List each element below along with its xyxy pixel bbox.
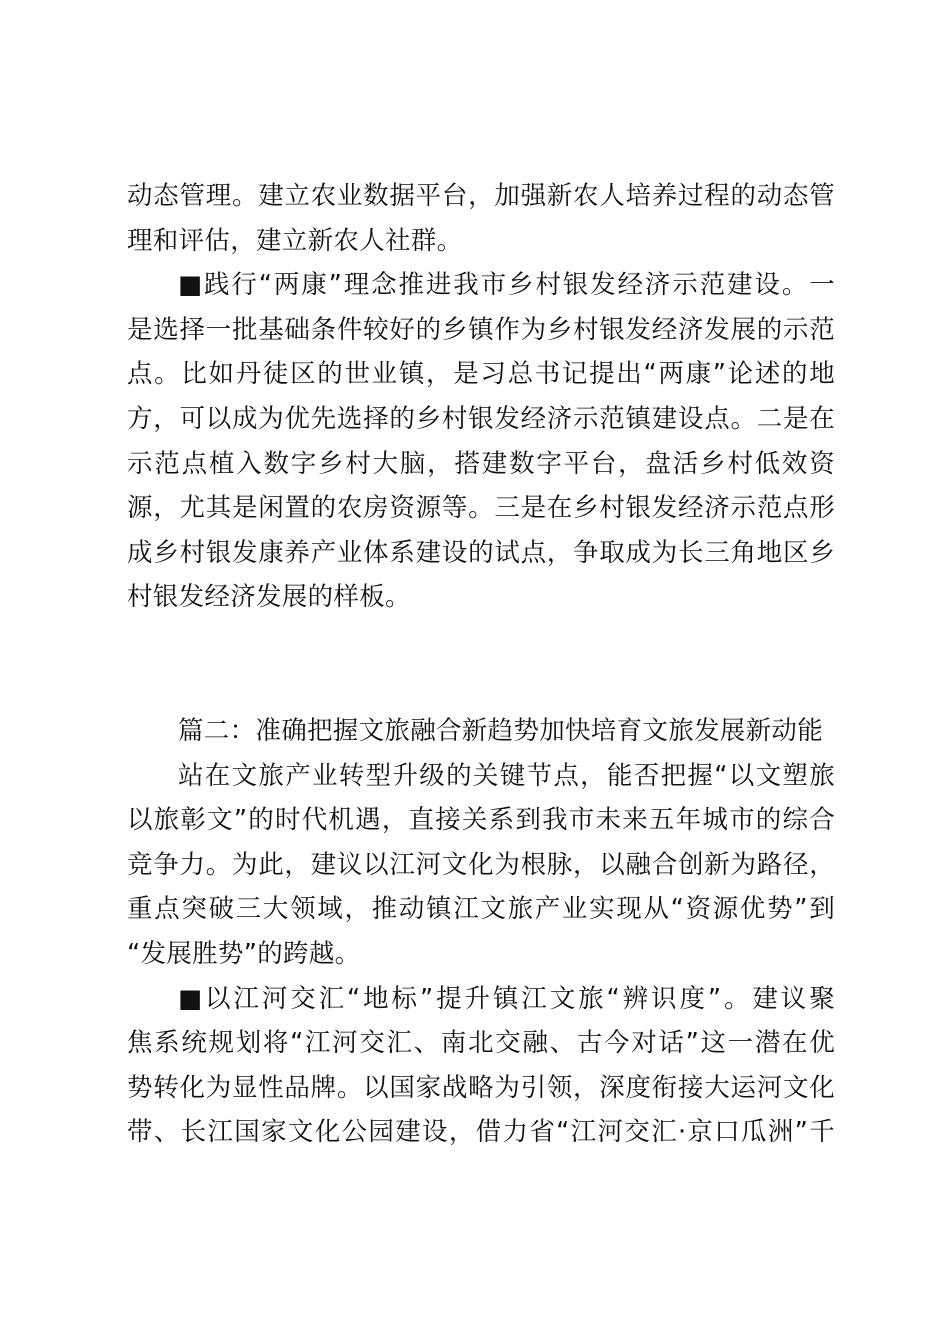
document-body <box>127 174 835 1155</box>
text-line: ■践行“两康”理念推进我市乡村银发经济示范建设。一 <box>178 270 835 301</box>
text-line: “发展胜势”的跨越。 <box>127 938 361 969</box>
paragraph-silver-economy <box>127 263 835 620</box>
text-line: 势转化为显性品牌。以国家战略为引领，深度衔接大运河文化 <box>127 1072 835 1103</box>
text-line: 带、长江国家文化公园建设，借力省“江河交汇·京口瓜洲”千 <box>127 1117 835 1148</box>
text-line: 是选择一批基础条件较好的乡镇作为乡村银发经济发展的示范 <box>127 314 835 345</box>
paragraph-cultural-tourism-intro <box>127 754 835 977</box>
paragraph-river-landmark <box>127 977 835 1155</box>
text-line: ■以江河交汇“地标”提升镇江文旅“辨识度”。建议聚 <box>178 983 835 1014</box>
text-line: 源，尤其是闲置的农房资源等。三是在乡村银发经济示范点形 <box>127 493 835 524</box>
text-line: 理和评估，建立新农人社群。 <box>127 225 463 256</box>
text-line: 点。比如丹徒区的世业镇，是习总书记提出“两康”论述的地 <box>127 359 835 390</box>
section-spacer <box>127 620 835 709</box>
text-line: 以旅彰文”的时代机遇，直接关系到我市未来五年城市的综合 <box>127 805 835 836</box>
paragraph-dynamic-management <box>127 174 835 263</box>
text-line: 动态管理。建立农业数据平台，加强新农人培养过程的动态管 <box>127 181 835 211</box>
text-line: 示范点植入数字乡村大脑，搭建数字平台，盘活乡村低效资 <box>127 448 835 479</box>
text-line: 方，可以成为优先选择的乡村银发经济示范镇建设点。二是在 <box>127 403 835 434</box>
text-line: 焦系统规划将“江河交汇、南北交融、古今对话”这一潜在优 <box>127 1028 835 1059</box>
section-title <box>127 709 835 754</box>
text-line: 竞争力。为此，建议以江河文化为根脉，以融合创新为路径， <box>127 849 835 880</box>
text-line: 站在文旅产业转型升级的关键节点，能否把握“以文塑旅 <box>178 760 835 791</box>
text-line: 重点突破三大领域，推动镇江文旅产业实现从“资源优势”到 <box>127 894 835 925</box>
text-line: 成乡村银发康养产业体系建设的试点，争取成为长三角地区乡 <box>127 537 835 568</box>
section-title-text: 篇二：准确把握文旅融合新趋势加快培育文旅发展新动能 <box>178 715 824 746</box>
text-line: 村银发经济发展的样板。 <box>127 582 411 613</box>
